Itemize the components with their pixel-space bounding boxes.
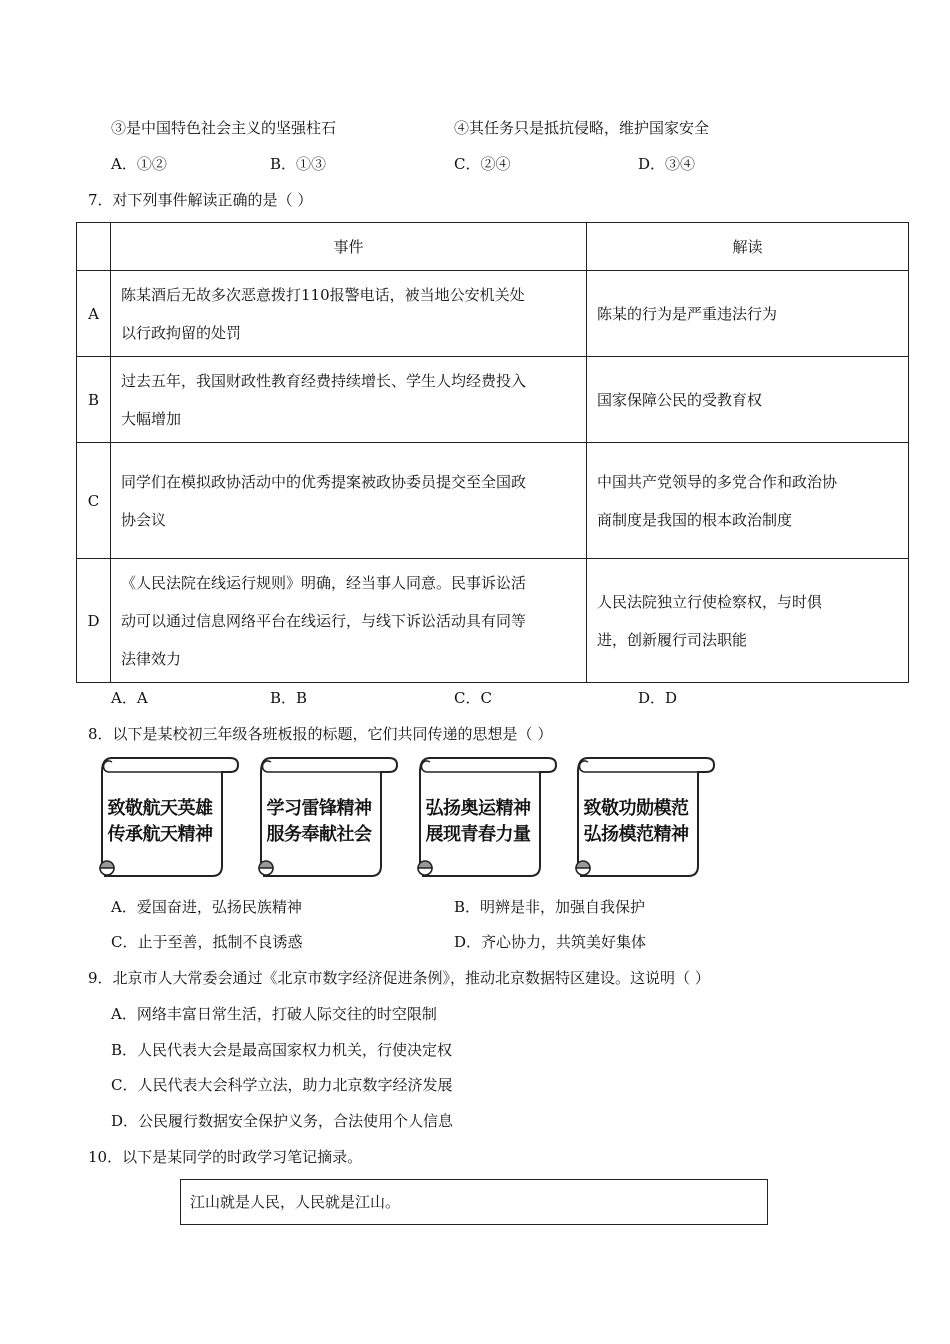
table-row <box>77 559 909 683</box>
scroll-line: 学习雷锋精神 <box>266 798 372 819</box>
scroll-line: 弘扬奥运精神 <box>425 798 531 819</box>
table-header-event: 事件 <box>111 223 587 271</box>
event-line: 大幅增加 <box>121 409 182 428</box>
event-line: 动可以通过信息网络平台在线运行，与线下诉讼活动具有同等 <box>121 611 527 630</box>
event-cell <box>111 271 587 357</box>
interp-line: 商制度是我国的根本政治制度 <box>597 510 793 529</box>
q8-option-a[interactable]: A．爱国奋进，弘扬民族精神 <box>111 898 302 916</box>
scroll-line: 服务奉献社会 <box>266 824 372 845</box>
q7-stem: 7．对下列事件解读正确的是（ ） <box>88 191 313 209</box>
q6-option-d[interactable]: D．③④ <box>638 155 696 173</box>
q6-option-b[interactable]: B．①③ <box>270 155 327 173</box>
q8-option-c[interactable]: C．止于至善，抵制不良诱惑 <box>111 933 303 951</box>
interp-line: 进，创新履行司法职能 <box>597 630 748 649</box>
q9-stem: 9．北京市人大常委会通过《北京市数字经济促进条例》，推动北京数据特区建设。这说明（ ） <box>88 969 710 987</box>
event-cell <box>111 357 587 443</box>
event-line: 陈某酒后无故多次恶意拨打110报警电话，被当地公安机关处 <box>121 285 525 304</box>
q6-statement-3: ③是中国特色社会主义的坚强柱石 <box>111 119 337 137</box>
interp-line: 国家保障公民的受教育权 <box>597 390 763 409</box>
q8-option-b[interactable]: B．明辨是非，加强自我保护 <box>454 898 646 916</box>
interp-cell <box>587 559 909 683</box>
scroll-banner <box>257 756 397 880</box>
q7-table <box>76 222 909 683</box>
interp-cell <box>587 357 909 443</box>
row-label: B <box>77 357 111 443</box>
event-cell <box>111 443 587 559</box>
q7-option-a[interactable]: A．A <box>111 689 148 707</box>
q9-option-b[interactable]: B．人民代表大会是最高国家权力机关，行使决定权 <box>111 1041 453 1059</box>
q7-option-d[interactable]: D．D <box>638 689 678 707</box>
q8-stem: 8．以下是某校初三年级各班板报的标题，它们共同传递的思想是（ ） <box>88 725 553 743</box>
event-line: 法律效力 <box>121 649 182 668</box>
interp-line: 人民法院独立行使检察权，与时俱 <box>597 592 823 611</box>
note-text: 江山就是人民，人民就是江山。 <box>190 1193 401 1211</box>
scroll-banner <box>574 756 714 880</box>
note-box <box>180 1179 768 1225</box>
event-line: 同学们在模拟政协活动中的优秀提案被政协委员提交至全国政 <box>121 472 527 491</box>
event-line: 协会议 <box>121 510 167 529</box>
row-label: A <box>77 271 111 357</box>
q7-option-c[interactable]: C．C <box>454 689 492 707</box>
scroll-line: 展现青春力量 <box>425 824 531 845</box>
q7-option-b[interactable]: B．B <box>270 689 308 707</box>
row-label: C <box>77 443 111 559</box>
event-line: 过去五年，我国财政性教育经费持续增长、学生人均经费投入 <box>121 371 527 390</box>
q10-stem: 10．以下是某同学的时政学习笔记摘录。 <box>88 1148 363 1166</box>
event-line: 《人民法院在线运行规则》明确，经当事人同意。民事诉讼活 <box>121 573 527 592</box>
scroll-banner <box>98 756 238 880</box>
row-label: D <box>77 559 111 683</box>
table-header-empty <box>77 223 111 271</box>
scroll-line: 弘扬模范精神 <box>583 824 689 845</box>
scroll-line: 致敬功勋模范 <box>583 798 689 819</box>
interp-line: 中国共产党领导的多党合作和政治协 <box>597 472 838 491</box>
q9-option-a[interactable]: A．网络丰富日常生活，打破人际交往的时空限制 <box>111 1005 437 1023</box>
interp-cell <box>587 271 909 357</box>
q6-statement-4: ④其任务只是抵抗侵略，维护国家安全 <box>454 119 710 137</box>
q6-option-c[interactable]: C．②④ <box>454 155 511 173</box>
table-header-row <box>77 223 909 271</box>
q6-option-a[interactable]: A．①② <box>111 155 167 173</box>
q9-option-d[interactable]: D．公民履行数据安全保护义务，合法使用个人信息 <box>111 1112 454 1130</box>
interp-line: 陈某的行为是严重违法行为 <box>597 304 778 323</box>
table-row <box>77 357 909 443</box>
q9-option-c[interactable]: C．人民代表大会科学立法，助力北京数字经济发展 <box>111 1076 453 1094</box>
scroll-banner <box>416 756 556 880</box>
table-row <box>77 443 909 559</box>
event-line: 以行政拘留的处罚 <box>121 323 242 342</box>
scroll-line: 致敬航天英雄 <box>107 798 213 819</box>
table-row <box>77 271 909 357</box>
q8-option-d[interactable]: D．齐心协力，共筑美好集体 <box>454 933 647 951</box>
scroll-line: 传承航天精神 <box>107 824 213 845</box>
event-cell <box>111 559 587 683</box>
interp-cell <box>587 443 909 559</box>
table-header-interp: 解读 <box>587 223 909 271</box>
